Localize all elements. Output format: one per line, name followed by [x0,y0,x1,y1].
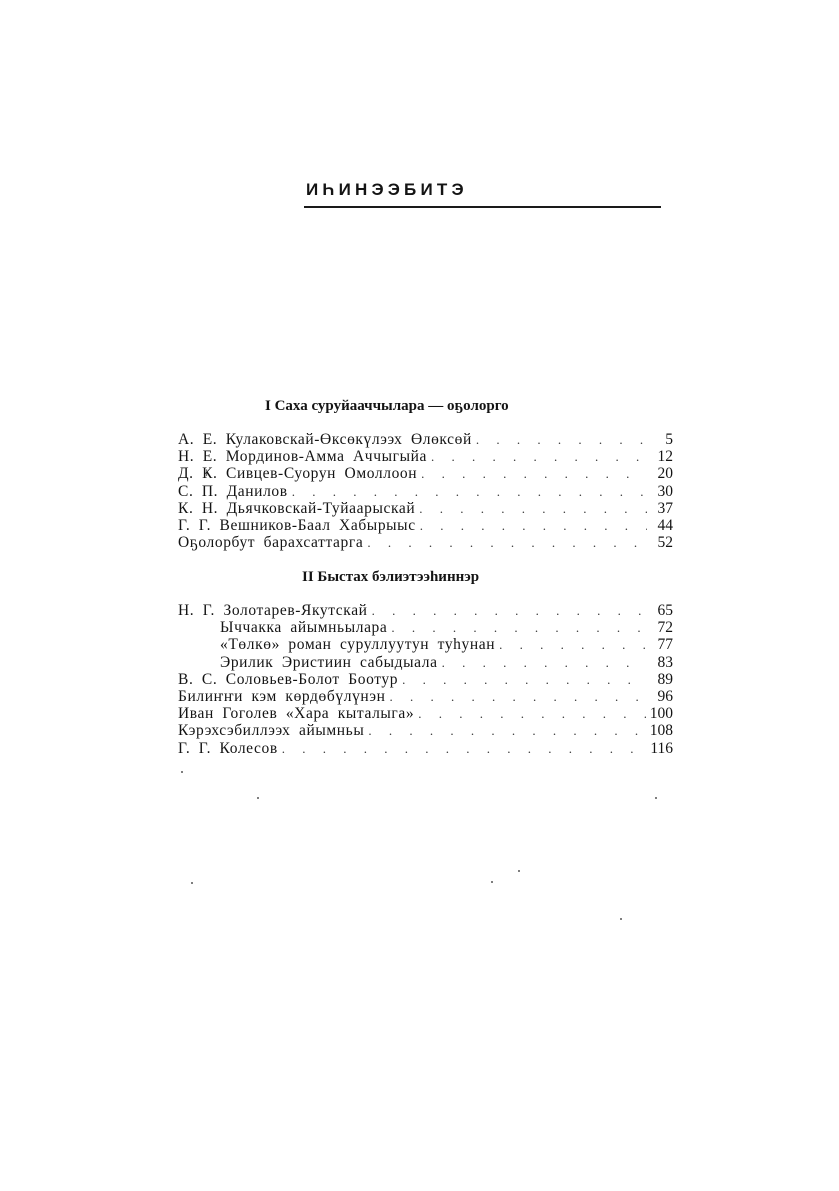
toc-entry-page: 5 [665,431,673,448]
toc-entry-title: А. Е. Кулаковскай-Өксөкүлээх Өлөксөй [178,431,472,448]
dot-leader [367,534,647,551]
toc-entry[interactable] [178,431,673,448]
dot-leader [421,465,647,482]
scan-speck [191,882,193,884]
toc-entry-title: Ыччакка айымньылара [220,619,388,637]
toc-entry[interactable] [178,602,673,619]
toc-list-section-1 [178,431,673,551]
toc-entry[interactable] [178,534,673,551]
toc-entry[interactable] [178,500,673,517]
toc-entry-page: 108 [649,722,673,740]
toc-subentry[interactable] [178,636,673,653]
dot-leader [442,654,647,671]
toc-entry[interactable] [178,465,673,482]
toc-entry-title: В. С. Соловьев-Болот Боотур [178,670,399,688]
toc-entry-title: Кэрэхсэбиллээх айымньы [178,722,365,740]
dot-leader [499,636,647,653]
toc-entry-page: 89 [657,670,673,688]
toc-subentry[interactable] [178,619,673,636]
toc-entry-page: 30 [657,482,673,500]
toc-entry-title: «Төлкө» роман суруллуутун туһунан [220,636,496,654]
toc-entry-title: Г. Г. Колесов [178,739,278,757]
toc-entry[interactable] [178,705,673,722]
toc-entry[interactable] [178,722,673,739]
toc-entry-page: 44 [657,516,673,534]
toc-entry-title: Н. Е. Мординов-Амма Аччыгыйа [178,448,427,466]
toc-entry-page: 12 [657,448,673,466]
dot-leader [292,483,647,500]
toc-entry-page: 96 [657,687,673,705]
scan-speck [181,771,183,773]
toc-entry[interactable] [178,740,673,757]
scan-speck [257,797,259,799]
toc-subentry[interactable] [178,654,673,671]
toc-entry-title: К. Н. Дьячковскай-Туйаарыскай [178,499,416,517]
toc-entry-page: 37 [657,499,673,517]
scan-speck [620,918,622,920]
dot-leader [372,602,647,619]
toc-entry[interactable] [178,448,673,465]
toc-entry-title: Г. Г. Вешников-Баал Хабырыыс [178,516,416,534]
toc-entry-title: Н. Г. Золотарев-Якутскай [178,602,368,619]
toc-entry-page: 83 [657,653,673,671]
scan-speck [491,881,493,883]
toc-entry-page: 65 [657,602,673,619]
dot-leader [419,500,647,517]
toc-entry-title: Оҕолорбут барахсаттарга [178,534,364,552]
toc-entry-page: 100 [649,705,673,723]
section-heading-2: II Быстах бэлиэтээһиннэр [302,569,480,585]
dot-leader [418,705,646,722]
toc-entry-page: 77 [657,636,673,654]
toc-entry-page: 116 [650,739,673,757]
scan-speck [655,797,657,799]
toc-entry-title: Иван Гоголев «Хара кыталыга» [178,705,415,723]
toc-entry[interactable] [178,671,673,688]
dot-leader [420,517,647,534]
toc-entry-page: 52 [657,534,673,552]
page-title: ИҺИНЭЭБИТЭ [306,180,468,199]
title-underline [304,206,661,208]
dot-leader [282,740,647,757]
toc-entry-title: Д. Ҝ. Сивцев-Суорун Омоллоон [178,465,418,483]
toc-entry-page: 72 [657,619,673,637]
toc-entry[interactable] [178,483,673,500]
toc-entry-page: 20 [657,465,673,483]
dot-leader [389,688,647,705]
toc-entry-title: Эрилик Эристиин сабыдыала [220,653,438,671]
toc-entry[interactable] [178,517,673,534]
dot-leader [431,448,647,465]
dot-leader [368,722,645,739]
scan-speck [518,870,520,872]
toc-entry-title: С. П. Данилов [178,482,288,500]
toc-entry-title: Билиҥҥи кэм көрдөбүлүнэн [178,687,386,705]
toc-list-section-2 [178,602,673,757]
toc-entry[interactable] [178,688,673,705]
dot-leader [402,671,647,688]
dot-leader [476,431,647,448]
dot-leader [391,619,647,636]
section-heading-1: I Саха суруйааччылара — оҕолорго [265,398,509,414]
